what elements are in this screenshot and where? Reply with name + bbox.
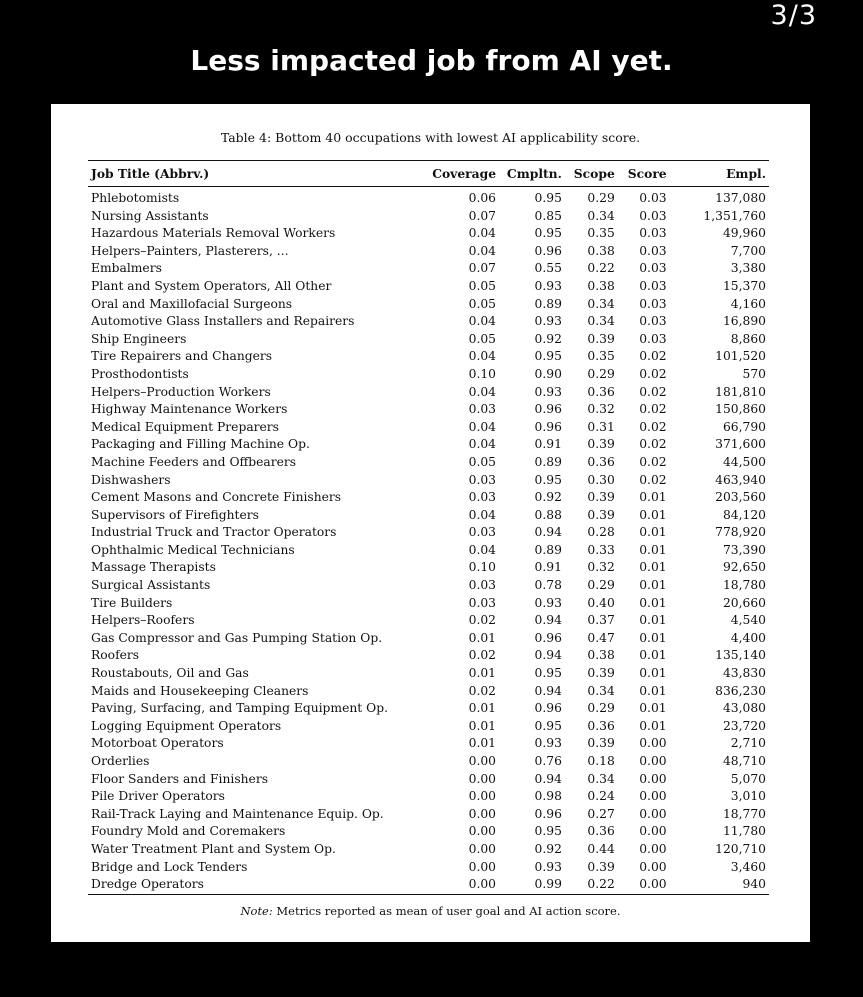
metric-cell: 0.02 <box>639 454 667 469</box>
column-header: Scope <box>573 166 615 181</box>
job-title-cell: Industrial Truck and Tractor Operators <box>91 525 337 540</box>
metric-cell: 0.39 <box>587 437 615 452</box>
table-row <box>88 384 769 402</box>
metric-cell: 0.44 <box>587 841 615 856</box>
metric-cell: 0.96 <box>534 701 562 716</box>
metric-cell: 0.05 <box>468 296 497 311</box>
metric-cell: 0.04 <box>468 437 497 452</box>
metric-cell: 0.92 <box>534 331 562 346</box>
document-image <box>51 104 810 942</box>
metric-cell: 5,070 <box>730 771 766 786</box>
metric-cell: 0.39 <box>587 490 615 505</box>
job-title-cell: Plant and System Operators, All Other <box>91 278 332 293</box>
table-body <box>88 187 769 895</box>
metric-cell: 137,080 <box>715 191 766 205</box>
metric-cell: 120,710 <box>715 841 766 856</box>
table-row <box>88 559 769 577</box>
table-row <box>88 313 769 331</box>
metric-cell: 0.02 <box>639 384 667 399</box>
metric-cell: 0.92 <box>534 490 562 505</box>
metric-cell: 4,540 <box>730 613 766 628</box>
metric-cell: 0.04 <box>468 243 497 258</box>
metric-cell: 0.34 <box>587 208 615 223</box>
metric-cell: 0.00 <box>468 877 497 892</box>
job-title-cell: Bridge and Lock Tenders <box>91 859 248 874</box>
metric-cell: 0.24 <box>587 789 615 804</box>
job-title-cell: Roustabouts, Oil and Gas <box>91 666 249 681</box>
job-title-cell: Dredge Operators <box>91 877 204 892</box>
metric-cell: 0.34 <box>587 771 615 786</box>
metric-cell: 181,810 <box>715 384 766 399</box>
metric-cell: 0.01 <box>639 630 667 645</box>
metric-cell: 0.03 <box>639 296 667 311</box>
metric-cell: 0.03 <box>468 525 497 540</box>
job-title-cell: Highway Maintenance Workers <box>91 402 288 417</box>
metric-cell: 0.01 <box>639 648 667 663</box>
job-title-cell: Hazardous Materials Removal Workers <box>91 226 336 241</box>
metric-cell: 0.40 <box>587 595 615 610</box>
metric-cell: 0.00 <box>639 789 667 804</box>
table-row <box>88 595 769 613</box>
table-row <box>88 225 769 243</box>
metric-cell: 3,380 <box>730 261 766 276</box>
metric-cell: 0.03 <box>639 261 667 276</box>
metric-cell: 0.00 <box>639 736 667 751</box>
metric-cell: 0.95 <box>534 666 562 681</box>
metric-cell: 0.02 <box>639 349 667 364</box>
table-row <box>88 348 769 366</box>
metric-cell: 18,780 <box>722 578 766 593</box>
metric-cell: 0.94 <box>534 771 562 786</box>
job-title-cell: Orderlies <box>91 754 150 768</box>
table-row <box>88 208 769 226</box>
metric-cell: 0.04 <box>468 542 497 557</box>
metric-cell: 2,710 <box>730 736 766 751</box>
job-title-cell: Tire Builders <box>91 595 173 610</box>
metric-cell: 0.03 <box>468 595 497 610</box>
metric-cell: 0.95 <box>534 824 562 839</box>
metric-cell: 0.36 <box>587 454 615 469</box>
table-row <box>88 859 769 877</box>
table-row <box>88 630 769 648</box>
metric-cell: 0.00 <box>468 754 497 768</box>
table-row <box>88 753 769 771</box>
metric-cell: 0.03 <box>468 402 497 417</box>
table-row <box>88 187 769 208</box>
job-title-cell: Gas Compressor and Gas Pumping Station Op. <box>91 630 383 645</box>
metric-cell: 0.91 <box>534 437 562 452</box>
metric-cell: 0.37 <box>587 613 615 628</box>
metric-cell: 135,140 <box>715 648 766 663</box>
metric-cell: 0.34 <box>587 296 615 311</box>
metric-cell: 48,710 <box>722 754 766 768</box>
job-title-cell: Medical Equipment Preparers <box>91 419 279 434</box>
metric-cell: 0.05 <box>468 454 497 469</box>
metric-cell: 0.00 <box>639 824 667 839</box>
metric-cell: 0.00 <box>639 754 667 768</box>
metric-cell: 0.96 <box>534 419 562 434</box>
metric-cell: 0.34 <box>587 683 615 698</box>
table-header-row <box>88 161 769 187</box>
metric-cell: 0.93 <box>534 859 562 874</box>
metric-cell: 0.04 <box>468 507 497 522</box>
metric-cell: 0.38 <box>587 278 615 293</box>
metric-cell: 0.00 <box>639 877 667 892</box>
metric-cell: 3,460 <box>730 859 766 874</box>
table-row <box>88 296 769 314</box>
table-row <box>88 507 769 525</box>
job-title-cell: Prosthodontists <box>91 366 189 381</box>
table-row <box>88 788 769 806</box>
table-row <box>88 876 769 894</box>
job-title-cell: Dishwashers <box>91 472 171 487</box>
metric-cell: 0.89 <box>534 454 562 469</box>
metric-cell: 0.30 <box>587 472 615 487</box>
metric-cell: 0.04 <box>468 384 497 399</box>
table-row <box>88 806 769 824</box>
metric-cell: 0.05 <box>468 278 497 293</box>
metric-cell: 0.91 <box>534 560 562 575</box>
metric-cell: 0.95 <box>534 226 562 241</box>
table-row <box>88 665 769 683</box>
metric-cell: 0.03 <box>639 208 667 223</box>
metric-cell: 0.01 <box>468 736 497 751</box>
metric-cell: 0.01 <box>639 507 667 522</box>
job-title-cell: Ophthalmic Medical Technicians <box>91 542 295 557</box>
metric-cell: 0.01 <box>639 701 667 716</box>
metric-cell: 0.01 <box>639 718 667 733</box>
metric-cell: 0.29 <box>587 701 615 716</box>
metric-cell: 0.36 <box>587 384 615 399</box>
metric-cell: 0.28 <box>587 525 615 540</box>
metric-cell: 0.01 <box>639 542 667 557</box>
metric-cell: 0.27 <box>587 806 615 821</box>
job-title-cell: Tire Repairers and Changers <box>91 349 273 364</box>
job-title-cell: Pile Driver Operators <box>91 789 225 804</box>
metric-cell: 0.93 <box>534 736 562 751</box>
table-row <box>88 612 769 630</box>
table-row <box>88 489 769 507</box>
metric-cell: 0.93 <box>534 595 562 610</box>
job-title-cell: Helpers–Painters, Plasterers, ... <box>91 243 289 258</box>
metric-cell: 0.33 <box>587 542 615 557</box>
metric-cell: 0.01 <box>639 595 667 610</box>
metric-cell: 0.78 <box>534 578 562 593</box>
metric-cell: 0.04 <box>468 226 497 241</box>
metric-cell: 0.02 <box>468 613 497 628</box>
note-label: Note: <box>240 904 273 918</box>
job-title-cell: Oral and Maxillofacial Surgeons <box>91 296 293 311</box>
table-row <box>88 700 769 718</box>
job-title-cell: Rail-Track Laying and Maintenance Equip. Op. <box>91 806 384 821</box>
metric-cell: 49,960 <box>722 226 766 241</box>
metric-cell: 0.00 <box>468 789 497 804</box>
metric-cell: 0.10 <box>468 366 497 381</box>
metric-cell: 4,400 <box>730 630 766 645</box>
metric-cell: 0.99 <box>534 877 562 892</box>
table-row <box>88 366 769 384</box>
table-row <box>88 683 769 701</box>
job-title-cell: Maids and Housekeeping Cleaners <box>91 683 309 698</box>
metric-cell: 0.02 <box>639 472 667 487</box>
job-title-cell: Logging Equipment Operators <box>91 718 282 733</box>
metric-cell: 0.94 <box>534 683 562 698</box>
metric-cell: 0.90 <box>534 366 562 381</box>
metric-cell: 0.01 <box>468 630 497 645</box>
table-row <box>88 577 769 595</box>
metric-cell: 0.47 <box>587 630 615 645</box>
metric-cell: 0.38 <box>587 243 615 258</box>
metric-cell: 0.00 <box>468 859 497 874</box>
metric-cell: 73,390 <box>722 542 766 557</box>
table-row <box>88 243 769 261</box>
table-row <box>88 401 769 419</box>
metric-cell: 0.89 <box>534 296 562 311</box>
metric-cell: 0.02 <box>639 402 667 417</box>
metric-cell: 0.94 <box>534 525 562 540</box>
metric-cell: 0.01 <box>639 525 667 540</box>
job-title-cell: Foundry Mold and Coremakers <box>91 824 286 839</box>
job-title-cell: Machine Feeders and Offbearers <box>91 454 297 469</box>
metric-cell: 8,860 <box>730 331 766 346</box>
metric-cell: 0.32 <box>587 402 615 417</box>
metric-cell: 0.34 <box>587 314 615 329</box>
metric-cell: 0.85 <box>534 208 562 223</box>
metric-cell: 0.36 <box>587 824 615 839</box>
metric-cell: 0.01 <box>639 613 667 628</box>
metric-cell: 0.39 <box>587 666 615 681</box>
metric-cell: 0.01 <box>468 701 497 716</box>
metric-cell: 0.18 <box>587 754 615 768</box>
job-title-cell: Packaging and Filling Machine Op. <box>91 437 310 452</box>
metric-cell: 7,700 <box>730 243 766 258</box>
job-title-cell: Motorboat Operators <box>91 736 224 751</box>
job-title-cell: Ship Engineers <box>91 331 187 346</box>
metric-cell: 0.88 <box>534 507 562 522</box>
metric-cell: 0.29 <box>587 191 615 205</box>
column-header: Score <box>627 166 667 181</box>
table-caption: Table 4: Bottom 40 occupations with lowest AI applicability score. <box>220 130 641 145</box>
metric-cell: 0.04 <box>468 314 497 329</box>
table-row <box>88 260 769 278</box>
metric-cell: 940 <box>742 877 766 892</box>
metric-cell: 0.01 <box>639 666 667 681</box>
metric-cell: 0.01 <box>639 683 667 698</box>
metric-cell: 0.02 <box>639 366 667 381</box>
metric-cell: 20,660 <box>722 595 766 610</box>
job-title-cell: Cement Masons and Concrete Finishers <box>91 490 342 505</box>
table-row <box>88 718 769 736</box>
job-title-cell: Roofers <box>91 648 140 663</box>
metric-cell: 0.39 <box>587 507 615 522</box>
metric-cell: 0.92 <box>534 841 562 856</box>
job-title-cell: Surgical Assistants <box>91 578 211 593</box>
table-row <box>88 331 769 349</box>
metric-cell: 43,830 <box>722 666 766 681</box>
job-title-cell: Floor Sanders and Finishers <box>91 771 269 786</box>
job-title-cell: Massage Therapists <box>91 560 216 575</box>
table-row <box>88 472 769 490</box>
metric-cell: 16,890 <box>722 314 766 329</box>
metric-cell: 0.93 <box>534 278 562 293</box>
metric-cell: 0.02 <box>639 437 667 452</box>
table-row <box>88 419 769 437</box>
metric-cell: 0.03 <box>639 226 667 241</box>
job-title-cell: Paving, Surfacing, and Tamping Equipment Op. <box>91 701 388 716</box>
table-row <box>88 454 769 472</box>
job-title-cell: Phlebotomists <box>91 191 180 205</box>
job-title-cell: Nursing Assistants <box>91 208 209 223</box>
metric-cell: 463,940 <box>715 472 766 487</box>
metric-cell: 0.01 <box>639 560 667 575</box>
metric-cell: 0.07 <box>468 208 497 223</box>
metric-cell: 0.96 <box>534 806 562 821</box>
metric-cell: 0.29 <box>587 366 615 381</box>
job-title-cell: Automotive Glass Installers and Repairers <box>91 314 355 329</box>
metric-cell: 0.03 <box>639 243 667 258</box>
metric-cell: 203,560 <box>715 490 766 505</box>
metric-cell: 4,160 <box>730 296 766 311</box>
metric-cell: 0.05 <box>468 331 497 346</box>
metric-cell: 0.03 <box>639 331 667 346</box>
table-row <box>88 278 769 296</box>
metric-cell: 0.00 <box>639 771 667 786</box>
metric-cell: 101,520 <box>715 349 766 364</box>
metric-cell: 0.95 <box>534 349 562 364</box>
metric-cell: 0.02 <box>639 419 667 434</box>
metric-cell: 0.03 <box>639 191 667 205</box>
job-title-cell: Embalmers <box>91 261 162 276</box>
metric-cell: 0.03 <box>468 490 497 505</box>
metric-cell: 570 <box>742 366 766 381</box>
metric-cell: 43,080 <box>722 701 766 716</box>
metric-cell: 0.32 <box>587 560 615 575</box>
metric-cell: 23,720 <box>722 718 766 733</box>
metric-cell: 92,650 <box>722 560 766 575</box>
metric-cell: 0.01 <box>639 578 667 593</box>
metric-cell: 371,600 <box>715 437 766 452</box>
job-title-cell: Water Treatment Plant and System Op. <box>91 841 336 856</box>
metric-cell: 0.76 <box>534 754 562 768</box>
table-row <box>88 524 769 542</box>
metric-cell: 0.04 <box>468 349 497 364</box>
table-note <box>51 904 810 918</box>
note-text: Metrics reported as mean of user goal and AI action score. <box>276 904 621 918</box>
metric-cell: 0.22 <box>587 877 615 892</box>
metric-cell: 0.96 <box>534 243 562 258</box>
metric-cell: 836,230 <box>715 683 766 698</box>
metric-cell: 0.35 <box>587 226 615 241</box>
occupations-table <box>88 160 769 895</box>
metric-cell: 0.39 <box>587 331 615 346</box>
metric-cell: 0.00 <box>468 771 497 786</box>
metric-cell: 0.01 <box>468 718 497 733</box>
metric-cell: 0.94 <box>534 648 562 663</box>
metric-cell: 0.95 <box>534 718 562 733</box>
metric-cell: 0.96 <box>534 402 562 417</box>
metric-cell: 778,920 <box>715 525 766 540</box>
metric-cell: 0.00 <box>639 806 667 821</box>
metric-cell: 0.04 <box>468 419 497 434</box>
metric-cell: 0.02 <box>468 683 497 698</box>
table-row <box>88 771 769 789</box>
table-row <box>88 823 769 841</box>
job-title-cell: Helpers–Roofers <box>91 613 195 628</box>
metric-cell: 84,120 <box>722 507 766 522</box>
headline: Less impacted job from AI yet. <box>190 44 673 77</box>
table-row <box>88 542 769 560</box>
metric-cell: 0.35 <box>587 349 615 364</box>
metric-cell: 0.00 <box>468 841 497 856</box>
metric-cell: 66,790 <box>722 419 766 434</box>
metric-cell: 18,770 <box>722 806 766 821</box>
table-row <box>88 841 769 859</box>
metric-cell: 0.29 <box>587 578 615 593</box>
metric-cell: 15,370 <box>722 278 766 293</box>
job-title-cell: Helpers–Production Workers <box>91 384 271 399</box>
job-title-cell: Supervisors of Firefighters <box>91 507 259 522</box>
metric-cell: 0.00 <box>639 859 667 874</box>
column-header: Coverage <box>432 166 497 181</box>
metric-cell: 0.22 <box>587 261 615 276</box>
metric-cell: 0.39 <box>587 859 615 874</box>
metric-cell: 0.06 <box>468 191 497 205</box>
metric-cell: 0.02 <box>468 648 497 663</box>
column-header: Job Title (Abbrv.) <box>91 166 210 181</box>
metric-cell: 0.36 <box>587 718 615 733</box>
metric-cell: 0.94 <box>534 613 562 628</box>
metric-cell: 0.89 <box>534 542 562 557</box>
metric-cell: 0.03 <box>639 314 667 329</box>
page-indicator: 3/3 <box>770 0 817 31</box>
metric-cell: 0.00 <box>468 824 497 839</box>
metric-cell: 150,860 <box>715 402 766 417</box>
table-row <box>88 735 769 753</box>
metric-cell: 0.03 <box>468 472 497 487</box>
metric-cell: 0.93 <box>534 314 562 329</box>
table-row <box>88 647 769 665</box>
metric-cell: 0.39 <box>587 736 615 751</box>
metric-cell: 0.00 <box>468 806 497 821</box>
column-header: Empl. <box>726 166 766 181</box>
metric-cell: 44,500 <box>722 454 766 469</box>
metric-cell: 0.96 <box>534 630 562 645</box>
metric-cell: 0.95 <box>534 472 562 487</box>
metric-cell: 0.55 <box>534 261 562 276</box>
metric-cell: 0.93 <box>534 384 562 399</box>
column-header: Cmpltn. <box>506 166 562 181</box>
metric-cell: 0.01 <box>468 666 497 681</box>
metric-cell: 0.98 <box>534 789 562 804</box>
metric-cell: 0.00 <box>639 841 667 856</box>
metric-cell: 0.10 <box>468 560 497 575</box>
metric-cell: 0.01 <box>639 490 667 505</box>
metric-cell: 1,351,760 <box>703 208 766 223</box>
metric-cell: 0.07 <box>468 261 497 276</box>
metric-cell: 0.95 <box>534 191 562 205</box>
metric-cell: 3,010 <box>730 789 766 804</box>
metric-cell: 0.03 <box>468 578 497 593</box>
table-row <box>88 436 769 454</box>
metric-cell: 11,780 <box>722 824 766 839</box>
metric-cell: 0.38 <box>587 648 615 663</box>
metric-cell: 0.31 <box>587 419 615 434</box>
metric-cell: 0.03 <box>639 278 667 293</box>
